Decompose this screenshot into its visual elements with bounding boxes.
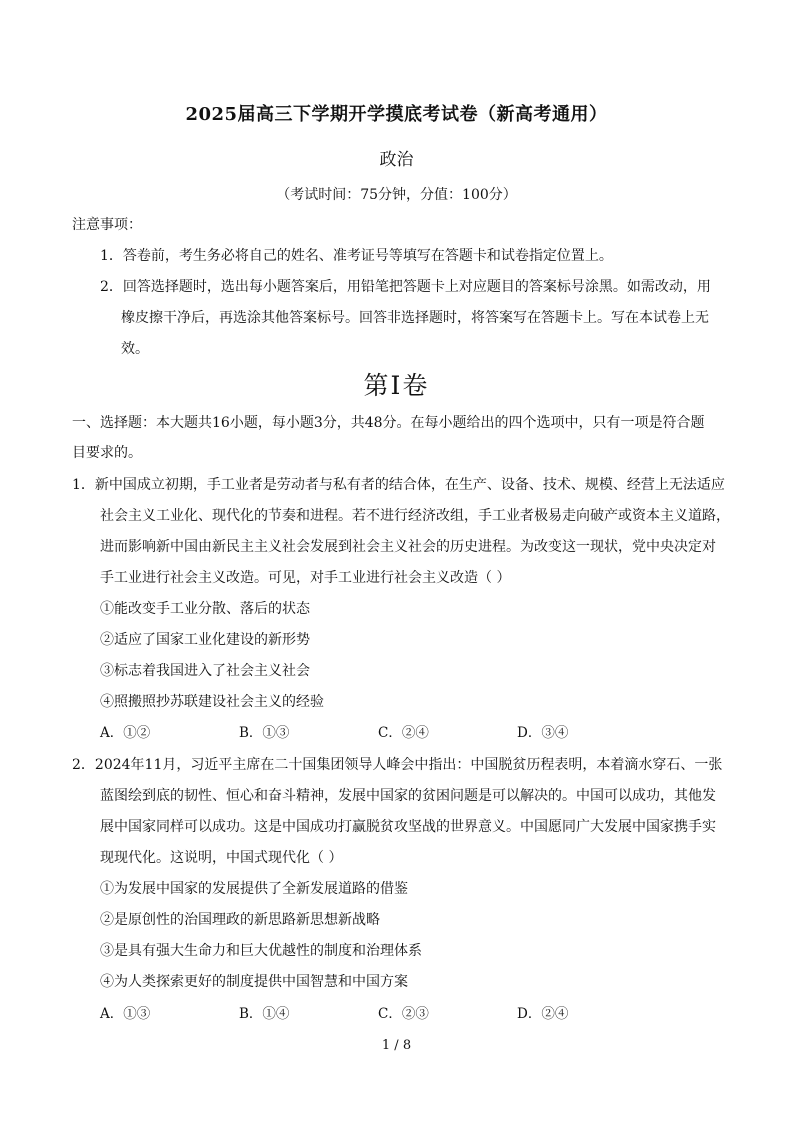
choice-d: D．②④ xyxy=(517,1006,569,1022)
exam-title: 2025届高三下学期开学摸底考试卷（新高考通用） xyxy=(185,104,608,125)
section-instructions-line-2: 目要求的。 xyxy=(72,445,142,461)
choice-a: A．①③ xyxy=(100,1006,151,1022)
note-item-2-line-1: 2．回答选择题时，选出每小题答案后，用铅笔把答题卡上对应题目的答案标号涂黑。如需改动，用 xyxy=(100,279,711,295)
question-stem-line: 进而影响新中国由新民主主义社会发展到社会主义社会的历史进程。为改变这一现状，党中央决定对 xyxy=(100,539,716,555)
question-stem-line: 蓝图绘到底的韧性、恒心和奋斗精神，发展中国家的贫困问题是可以解决的。中国可以成功，其他发 xyxy=(100,788,716,804)
choice-a: A．①② xyxy=(100,725,151,741)
question-stem-line: 1．新中国成立初期，手工业者是劳动者与私有者的结合体，在生产、设备、技术、规模、经营上无法适应 xyxy=(72,477,725,493)
choice-c: C．②④ xyxy=(378,725,429,741)
answer-choices xyxy=(100,723,656,743)
answer-choices xyxy=(100,1004,656,1024)
section-instructions-line-1: 一、选择题：本大题共16小题，每小题3分，共48分。在每小题给出的四个选项中，只有一项是符合题 xyxy=(72,415,705,431)
note-item-2-line-3: 效。 xyxy=(121,341,149,357)
exam-info: （考试时间：75分钟，分值：100分） xyxy=(276,187,517,203)
section-heading: 第Ⅰ卷 xyxy=(363,371,430,400)
choice-b: B．①④ xyxy=(239,1006,290,1022)
subject-title: 政治 xyxy=(379,150,414,170)
page-number: 1 / 8 xyxy=(381,1038,412,1053)
statement-option-4: ④照搬照抄苏联建设社会主义的经验 xyxy=(100,694,324,710)
statement-option-3: ③是具有强大生命力和巨大优越性的制度和治理体系 xyxy=(100,943,422,959)
choice-c: C．②③ xyxy=(378,1006,429,1022)
question-stem-line: 展中国家同样可以成功。这是中国成功打赢脱贫攻坚战的世界意义。中国愿同广大发展中国家携手实 xyxy=(100,819,716,835)
statement-option-2: ②是原创性的治国理政的新思路新思想新战略 xyxy=(100,912,380,928)
statement-option-2: ②适应了国家工业化建设的新形势 xyxy=(100,632,310,648)
question-stem-line: 2．2024年11月，习近平主席在二十国集团领导人峰会中指出：中国脱贫历程表明，本着滴水穿石、一张 xyxy=(72,757,723,773)
notes-heading: 注意事项： xyxy=(72,217,142,233)
statement-option-3: ③标志着我国进入了社会主义社会 xyxy=(100,663,310,679)
note-item-2-line-2: 橡皮擦干净后，再选涂其他答案标号。回答非选择题时，将答案写在答题卡上。写在本试卷上无 xyxy=(121,310,709,326)
statement-option-1: ①能改变手工业分散、落后的状态 xyxy=(100,601,310,617)
choice-b: B．①③ xyxy=(239,725,290,741)
choice-d: D．③④ xyxy=(517,725,569,741)
note-item-1: 1．答卷前，考生务必将自己的姓名、准考证号等填写在答题卡和试卷指定位置上。 xyxy=(100,248,613,264)
question-stem-line: 社会主义工业化、现代化的节奏和进程。若不进行经济改组，手工业者极易走向破产或资本主义道路， xyxy=(100,508,730,524)
statement-option-4: ④为人类探索更好的制度提供中国智慧和中国方案 xyxy=(100,974,408,990)
question-stem-line: 现现代化。这说明，中国式现代化（ ） xyxy=(100,850,343,866)
statement-option-1: ①为发展中国家的发展提供了全新发展道路的借鉴 xyxy=(100,881,408,897)
question-stem-line: 手工业进行社会主义改造。可见，对手工业进行社会主义改造（ ） xyxy=(100,570,511,586)
